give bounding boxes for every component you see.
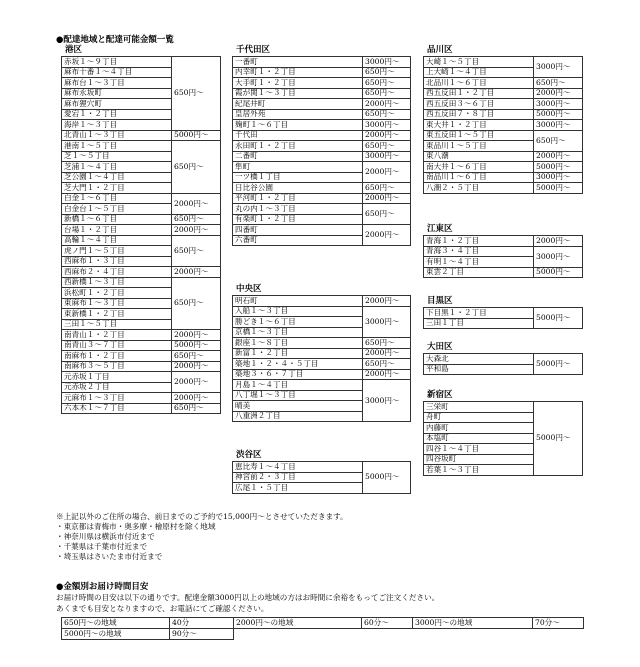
area-name: 西五反田７・８丁目 [424, 109, 534, 120]
area-name: 三田１～５丁目 [62, 319, 172, 330]
area-name: 日比谷公園 [233, 183, 363, 194]
area-name: 南大井１～６丁目 [424, 162, 534, 173]
area-name: 皇居外苑 [233, 109, 363, 120]
ward-title-shinagawa: 品川区 [427, 45, 453, 55]
chiyoda-table [232, 56, 411, 246]
area-price: 3000円～ [534, 57, 583, 78]
area-name: 八重洲２丁目 [233, 411, 363, 422]
area-price: 5000円～ [534, 183, 583, 194]
note-line: ・東京都は青梅市・奥多摩・檜原村を除く地域 [56, 522, 216, 531]
area-name: 隼町 [233, 162, 363, 173]
note-line: ・神奈川県は横浜市付近まで [56, 532, 155, 541]
area-price: 650円～ [363, 109, 411, 120]
area-name: 麻布台１～３丁目 [62, 78, 172, 89]
delivery-time: 40分 [170, 618, 234, 629]
area-name: 東麻布１～３丁目 [62, 298, 172, 309]
area-price: 2000円～ [172, 267, 221, 278]
area-price: 650円～ [363, 67, 411, 78]
area-name: 西五反田１・２丁目 [424, 88, 534, 99]
area-name: 北品川１～６丁目 [424, 78, 534, 89]
area-name: 若葉１～３丁目 [424, 465, 534, 476]
area-name: 芝大門１・２丁目 [62, 183, 172, 194]
area-name: 銀座１～８丁目 [233, 338, 363, 349]
ward-title-chuo: 中央区 [236, 284, 262, 294]
area-name: 芝浦１～４丁目 [62, 162, 172, 173]
area-price: 650円～ [172, 214, 221, 225]
area-name: 有明１～４丁目 [424, 257, 534, 268]
area-name: 六本木１～７丁目 [62, 403, 172, 414]
area-name: 大森北 [424, 354, 534, 365]
note-line: ・埼玉県はさいたま市付近まで [56, 552, 163, 561]
area-name: 明石町 [233, 296, 363, 307]
area-name: 下目黒１・２丁目 [424, 308, 534, 319]
area-price: 2000円～ [172, 193, 221, 214]
area-price: 650円～ [172, 403, 221, 414]
area-name: 高輪１～４丁目 [62, 235, 172, 246]
area-price: 5000円～ [172, 130, 221, 141]
ward-title-shinjuku: 新宿区 [427, 390, 453, 400]
area-price: 650円～ [363, 359, 411, 370]
empty-cell [362, 629, 413, 640]
area-price: 5000円～ [534, 402, 583, 476]
meguro-table [423, 307, 583, 329]
note-line: ・千葉県は千葉市付近まで [56, 542, 148, 551]
area-name: 浜松町１・２丁目 [62, 288, 172, 299]
area-name: 新橋１～６丁目 [62, 214, 172, 225]
ward-title-meguro: 目黒区 [427, 296, 453, 306]
area-name: 東新橋１・２丁目 [62, 309, 172, 320]
ward-title-ota: 大田区 [427, 342, 453, 352]
area-price: 5000円～ [534, 308, 583, 329]
area-name: 虎ノ門１～５丁目 [62, 246, 172, 257]
area-name: 白金１～６丁目 [62, 193, 172, 204]
area-name: 芝１～５丁目 [62, 151, 172, 162]
area-name: 港南１～５丁目 [62, 141, 172, 152]
area-price: 5000円～ [534, 109, 583, 120]
area-name: 南麻布３～５丁目 [62, 361, 172, 372]
ota-table [423, 353, 583, 375]
area-price: 5000円～ [363, 462, 411, 494]
area-price: 3000円～ [363, 151, 411, 162]
delivery-info [56, 593, 439, 614]
area-name: 芝公園１～４丁目 [62, 172, 172, 183]
area-price: 2000円～ [363, 130, 411, 141]
area-name: 晴美 [233, 401, 363, 412]
area-name: 四谷坂町 [424, 454, 534, 465]
area-name: 東雲２丁目 [424, 267, 534, 278]
area-price: 2000円～ [534, 236, 583, 247]
area-name: 本塩町 [424, 433, 534, 444]
area-name: 築地１・２・４・５丁目 [233, 359, 363, 370]
area-name: 築地３・６・７丁目 [233, 369, 363, 380]
delivery-time-table [61, 617, 584, 640]
area-price: 650円～ [172, 235, 221, 267]
delivery-time: 70分～ [533, 618, 584, 629]
area-name: 西新橋１～３丁目 [62, 277, 172, 288]
area-name: 西五反田３～６丁目 [424, 99, 534, 110]
area-price: 2000円～ [172, 393, 221, 404]
area-name: 西麻布１・３丁目 [62, 256, 172, 267]
area-name: 東品川１～５丁目 [424, 141, 534, 152]
area-name: 大手町１・２丁目 [233, 78, 363, 89]
area-price: 2000円～ [172, 330, 221, 341]
area-name: 広尾１・５丁目 [233, 483, 363, 494]
empty-cell [234, 629, 362, 640]
area-name: 東八潮 [424, 151, 534, 162]
area-price: 650円～ [363, 183, 411, 194]
area-price: 3000円～ [363, 57, 411, 68]
area-price: 650円～ [363, 338, 411, 349]
minato-table [61, 56, 221, 414]
area-price: 650円～ [534, 78, 583, 89]
area-price: 2000円～ [534, 151, 583, 162]
shinagawa-table [423, 56, 583, 194]
delivery-area: 2000円～の地域 [234, 618, 362, 629]
area-price: 650円～ [363, 204, 411, 225]
area-name: 永田町１・２丁目 [233, 141, 363, 152]
delivery-time: 90分～ [170, 629, 234, 640]
area-name: 一ツ橋１丁目 [233, 172, 363, 183]
area-price: 650円～ [363, 141, 411, 152]
area-name: 千代田 [233, 130, 363, 141]
area-price: 2000円～ [172, 225, 221, 236]
area-price: 650円～ [172, 141, 221, 194]
area-name: 白金台１～５丁目 [62, 204, 172, 215]
area-name: 青海３・４丁目 [424, 246, 534, 257]
area-price: 5000円～ [172, 340, 221, 351]
area-name: 丸の内１～３丁目 [233, 204, 363, 215]
ward-title-minato: 港区 [65, 45, 83, 55]
area-price: 5000円～ [534, 267, 583, 278]
delivery-area: 3000円～の地域 [413, 618, 533, 629]
area-price: 2000円～ [172, 361, 221, 372]
area-name: 内幸町１・２丁目 [233, 67, 363, 78]
area-name: 南青山１・２丁目 [62, 330, 172, 341]
area-name: 元赤坂２丁目 [62, 382, 172, 393]
area-price: 3000円～ [363, 380, 411, 422]
area-price: 2000円～ [363, 369, 411, 380]
delivery-area: 5000円～の地域 [62, 629, 170, 640]
area-name: 四谷１～４丁目 [424, 444, 534, 455]
area-price: 2000円～ [363, 99, 411, 110]
area-name: 恵比寿１～４丁目 [233, 462, 363, 473]
shinjuku-table [423, 401, 583, 476]
area-name: 上大崎１～４丁目 [424, 67, 534, 78]
area-price: 3000円～ [534, 172, 583, 183]
area-price: 2000円～ [363, 193, 411, 204]
area-price: 650円～ [534, 130, 583, 151]
area-price: 3000円～ [534, 120, 583, 131]
area-name: 青海１・２丁目 [424, 236, 534, 247]
area-price: 650円～ [363, 78, 411, 89]
area-name: 二番町 [233, 151, 363, 162]
area-name: 四番町 [233, 225, 363, 236]
area-price: 650円～ [172, 277, 221, 330]
delivery-title: ●金額別お届け時間目安 [56, 582, 149, 592]
area-name: 月島１～４丁目 [233, 380, 363, 391]
area-name: 東大井１・２丁目 [424, 120, 534, 131]
area-price: 3000円～ [363, 306, 411, 338]
area-name: 内藤町 [424, 423, 534, 434]
area-name: 有楽町１・２丁目 [233, 214, 363, 225]
note-line: ※上記以外のご住所の場合、前日までのご予約で15,000円～とさせていただきます。 [56, 512, 348, 521]
area-name: 神宮前２・３丁目 [233, 472, 363, 483]
area-name: 麻布永坂町 [62, 88, 172, 99]
area-name: 元麻布１～３丁目 [62, 393, 172, 404]
area-name: 八丁堀１～３丁目 [233, 390, 363, 401]
area-name: 南青山３～７丁目 [62, 340, 172, 351]
area-name: 紀尾井町 [233, 99, 363, 110]
section-title: ●配達地域と配達可能金額一覧 [56, 35, 174, 45]
area-name: 霞が関１～３丁目 [233, 88, 363, 99]
area-name: 愛宕１・２丁目 [62, 109, 172, 120]
area-name: 麹町１～６丁目 [233, 120, 363, 131]
area-price: 2000円～ [172, 372, 221, 393]
delivery-time: 60分～ [362, 618, 413, 629]
area-name: 海岸１～３丁目 [62, 120, 172, 131]
koto-table [423, 235, 583, 278]
area-price: 650円～ [172, 57, 221, 131]
empty-cell [533, 629, 584, 640]
area-name: 北青山１～３丁目 [62, 130, 172, 141]
area-name: 平河町１・２丁目 [233, 193, 363, 204]
area-name: 勝どき１～６丁目 [233, 317, 363, 328]
area-name: 大崎１～５丁目 [424, 57, 534, 68]
area-price: 2000円～ [363, 296, 411, 307]
area-price: 650円～ [172, 351, 221, 362]
area-name: 赤坂１～９丁目 [62, 57, 172, 68]
area-name: 京橋１～３丁目 [233, 327, 363, 338]
area-price: 3000円～ [534, 99, 583, 110]
area-name: 東五反田１～５丁目 [424, 130, 534, 141]
notes [56, 512, 348, 562]
area-name: 八潮２・５丁目 [424, 183, 534, 194]
area-name: 台場１・２丁目 [62, 225, 172, 236]
area-name: 南品川１～６丁目 [424, 172, 534, 183]
area-name: 三栄町 [424, 402, 534, 413]
ward-title-chiyoda: 千代田区 [236, 45, 271, 55]
delivery-line: お届け時間の目安は以下の通りです。配達金額3000円以上の地域の方はお時間に余裕をもってご注文ください。 [56, 593, 440, 602]
area-price: 2000円～ [363, 162, 411, 183]
area-price: 5000円～ [534, 354, 583, 375]
delivery-area: 650円～の地域 [62, 618, 170, 629]
area-price: 3000円～ [534, 246, 583, 267]
shibuya-table [232, 461, 411, 494]
delivery-line: あくまでも目安となりますので、お電話にてご確認ください。 [56, 603, 269, 613]
area-price: 5000円～ [534, 162, 583, 173]
empty-cell [413, 629, 533, 640]
area-name: 南麻布１・２丁目 [62, 351, 172, 362]
area-price: 2000円～ [534, 88, 583, 99]
area-name: 一番町 [233, 57, 363, 68]
area-name: 元赤坂１丁目 [62, 372, 172, 383]
ward-title-koto: 江東区 [427, 224, 453, 234]
area-name: 西麻布２・４丁目 [62, 267, 172, 278]
area-name: 麻布狸穴町 [62, 99, 172, 110]
area-name: 新富１・２丁目 [233, 348, 363, 359]
area-price: 2000円～ [363, 225, 411, 246]
area-price: 3000円～ [363, 120, 411, 131]
area-name: 入船１～３丁目 [233, 306, 363, 317]
area-name: 平和島 [424, 364, 534, 375]
area-price: 2000円～ [363, 348, 411, 359]
area-name: 三田１丁目 [424, 318, 534, 329]
ward-title-shibuya: 渋谷区 [236, 450, 262, 460]
area-name: 六番町 [233, 235, 363, 246]
area-name: 舟町 [424, 412, 534, 423]
chuo-table [232, 295, 411, 422]
area-price: 650円～ [363, 88, 411, 99]
area-name: 麻布十番１～４丁目 [62, 67, 172, 78]
